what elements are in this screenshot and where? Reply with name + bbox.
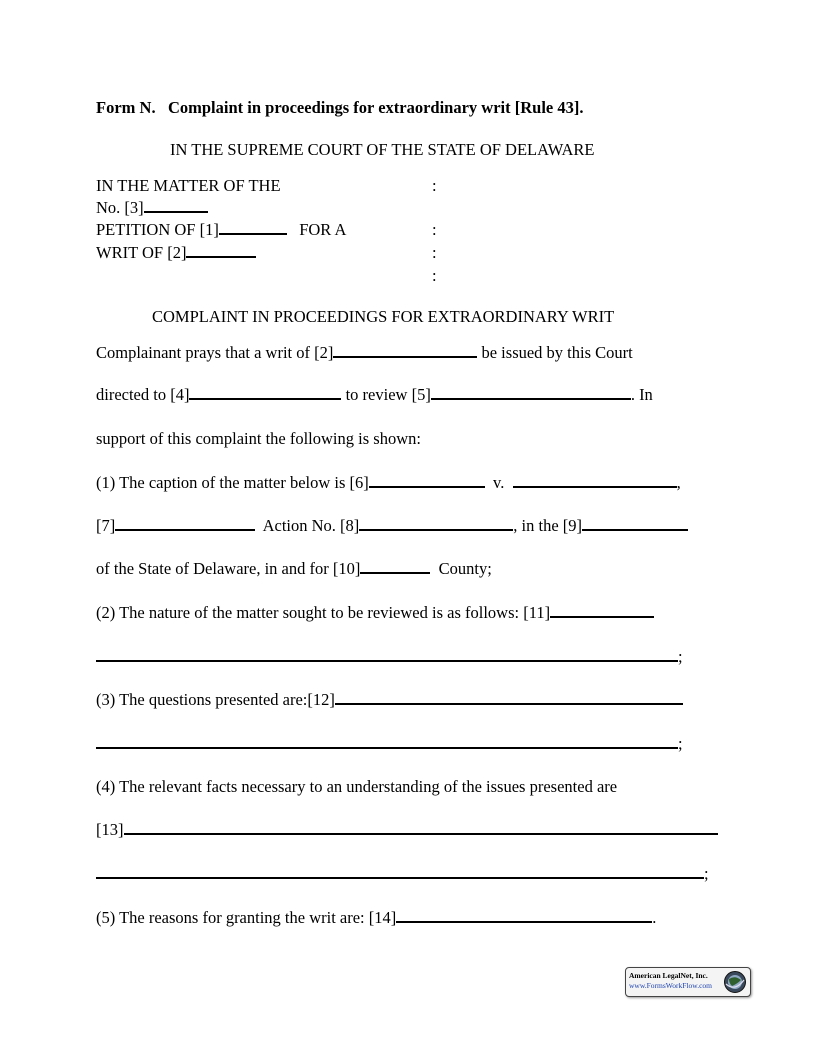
facts-field[interactable] xyxy=(124,820,718,835)
court-heading: IN THE SUPREME COURT OF THE STATE OF DELAWARE xyxy=(170,140,595,159)
form-title: Complaint in proceedings for extraordinary writ [Rule 43]. xyxy=(167,98,584,117)
item-1-line-3 xyxy=(96,559,492,579)
caption-colon: : xyxy=(432,176,437,195)
action-no-field[interactable] xyxy=(359,516,513,531)
item-4-line-3 xyxy=(96,864,709,884)
caption-line-1: IN THE MATTER OF THE xyxy=(96,176,281,195)
case-number-field[interactable] xyxy=(144,198,208,213)
questions-field[interactable] xyxy=(335,690,683,705)
county-field[interactable] xyxy=(360,559,430,574)
period: . xyxy=(652,908,657,927)
directed-to-label: directed to [4] xyxy=(96,385,190,404)
caption-party-1-field[interactable] xyxy=(369,473,485,488)
globe-icon xyxy=(723,970,747,994)
action-no-label: Action No. [8] xyxy=(262,516,360,535)
semicolon: ; xyxy=(678,647,683,666)
body-line-2 xyxy=(96,385,653,405)
field-7[interactable] xyxy=(115,516,255,531)
item-2-line-2 xyxy=(96,647,683,667)
petitioner-field[interactable] xyxy=(219,220,287,235)
item-5-line-1 xyxy=(96,908,656,928)
review-label: to review [5] xyxy=(345,385,431,404)
questions-label: (3) The questions presented are:[12] xyxy=(96,690,335,709)
document-title: COMPLAINT IN PROCEEDINGS FOR EXTRAORDINARY WRIT xyxy=(152,307,615,326)
nature-label: (2) The nature of the matter sought to be reviewed is as follows: [11] xyxy=(96,603,551,622)
caption-colon: : xyxy=(432,220,437,239)
reasons-field[interactable] xyxy=(396,908,652,923)
body-line-1 xyxy=(96,343,633,363)
semicolon: ; xyxy=(678,734,683,753)
form-header xyxy=(96,98,583,118)
versus-label: v. xyxy=(493,473,505,492)
county-label: of the State of Delaware, in and for [10] xyxy=(96,559,361,578)
semicolon: ; xyxy=(704,864,709,883)
caption-colon: : xyxy=(432,243,437,262)
writ-of-label: WRIT OF [2] xyxy=(96,243,187,262)
case-number-label: No. [3] xyxy=(96,198,144,217)
item-3-line-2 xyxy=(96,734,683,754)
item-4-line-1: (4) The relevant facts necessary to an understanding of the issues presented are xyxy=(96,777,618,796)
item-1-line-1 xyxy=(96,473,681,493)
writ-field[interactable] xyxy=(333,343,477,358)
nature-field-continued[interactable] xyxy=(96,647,678,662)
caption-line-3 xyxy=(96,220,346,240)
facts-label: [13] xyxy=(96,820,124,839)
facts-field-continued[interactable] xyxy=(96,864,704,879)
prayer-text: Complainant prays that a writ of [2] xyxy=(96,343,334,362)
questions-field-continued[interactable] xyxy=(96,734,678,749)
for-a-label: FOR A xyxy=(299,220,347,239)
writ-type-field[interactable] xyxy=(186,243,256,258)
court-name-field[interactable] xyxy=(582,516,688,531)
petitioner-label: PETITION OF [1] xyxy=(96,220,219,239)
item-1-line-2 xyxy=(96,516,688,536)
caption-below-label: (1) The caption of the matter below is [6] xyxy=(96,473,369,492)
caption-line-2 xyxy=(96,198,208,218)
reasons-label: (5) The reasons for granting the writ are: [14] xyxy=(96,908,397,927)
caption-colon: : xyxy=(432,266,437,285)
form-label: Form N. xyxy=(96,98,156,117)
county-suffix: County; xyxy=(438,559,492,578)
directed-to-field[interactable] xyxy=(189,385,341,400)
nature-field[interactable] xyxy=(550,603,654,618)
in-text: . In xyxy=(630,385,653,404)
field-7-label: [7] xyxy=(96,516,116,535)
american-legalnet-logo[interactable] xyxy=(625,967,751,997)
caption-line-4 xyxy=(96,243,256,263)
in-the-label: , in the [9] xyxy=(513,516,583,535)
comma: , xyxy=(676,473,681,492)
review-field[interactable] xyxy=(431,385,631,400)
logo-url: www.FormsWorkFlow.com xyxy=(629,981,713,990)
body-line-3: support of this complaint the following is shown: xyxy=(96,429,421,448)
logo-company-name: American LegalNet, Inc. xyxy=(629,971,708,980)
item-2-line-1 xyxy=(96,603,654,623)
prayer-text-end: be issued by this Court xyxy=(481,343,633,362)
caption-party-2-field[interactable] xyxy=(513,473,677,488)
item-3-line-1 xyxy=(96,690,683,710)
item-4-line-2 xyxy=(96,820,718,840)
